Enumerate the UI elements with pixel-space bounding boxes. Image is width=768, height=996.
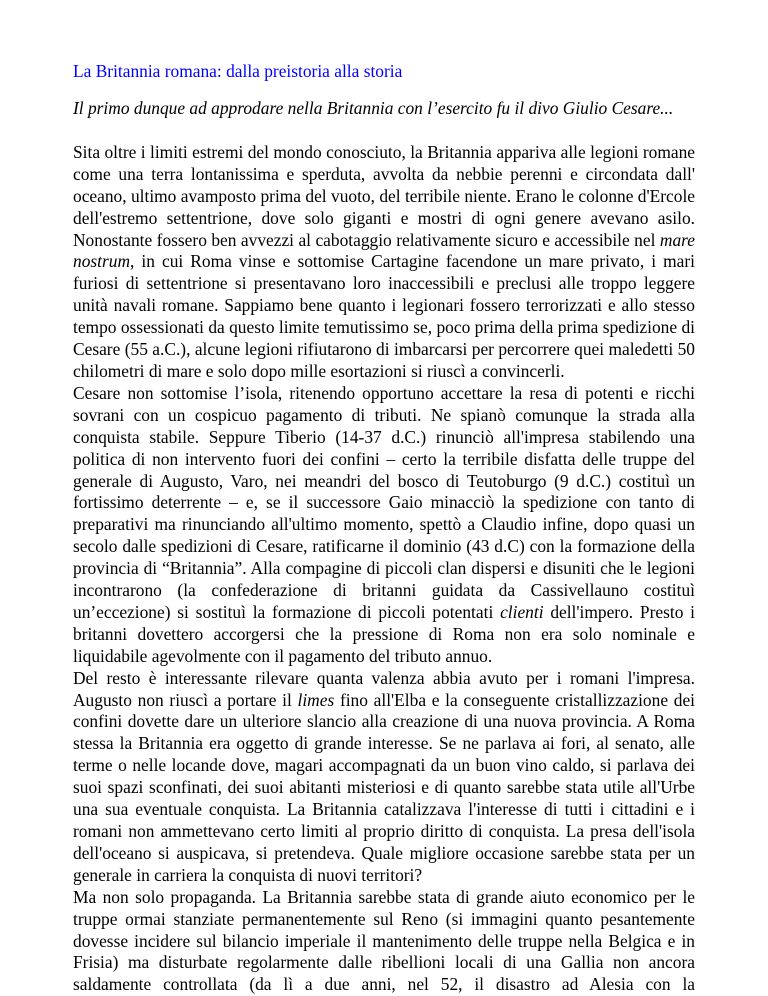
italic-term: clienti xyxy=(500,601,544,622)
paragraph-text: Ma non solo propaganda. La Britannia sarebbe stata di grande aiuto economico per le truppe ormai stanziate permanentemente sul Reno (si immagini quanto pesantemente dovesse incidere sul bilancio imperiale il mantenimento delle truppe nella Belgica e in Frisia) ma disturbate regolarmente dalle ribellioni locali di una Gallia non ancora saldamente controllata (da lì a due anni, nel 52, il disastro ad Alesia con la xyxy=(73,886,695,995)
paragraph-text: fino all'Elba e la conseguente cristallizzazione dei confini dovette dare un ulteriore slancio alla creazione di una nuova provincia. A Roma stessa la Britannia era oggetto di grande interesse. Se ne parlava ai fori, al senato, alle terme o nelle locande dove, magari accompagnati da un buon vino caldo, si parlava dei suoi spazi sconfinati, dei suoi abitanti misteriosi e di quanto sarebbe stata utile all'Urbe una sua eventuale conquista. La Britannia catalizzava l'interesse di tutti i cittadini e i romani non ammettevano certo limiti al proprio diritto di conquista. La presa dell'isola dell'oceano si auspicava, si pretendeva. Quale migliore occasione sarebbe stata per un generale in carriera la conquista di nuovi territori? xyxy=(73,689,695,885)
paragraph-4 xyxy=(73,887,695,996)
paragraph-text: Sita oltre i limiti estremi del mondo conosciuto, la Britannia appariva alle legioni romane come una terra lontanissima e sperduta, avvolta da nebbie perenni e circondata dall' oceano, ultimo avamposto prima del vuoto, del terribile niente. Erano le colonne d'Ercole dell'estremo settentrione, dove solo giganti e mostri di ogni genere avevano asilo. Nonostante fossero ben avvezzi al cabotaggio relativamente sicuro e accessibile nel xyxy=(73,141,695,250)
document-title: La Britannia romana: dalla preistoria alla storia xyxy=(73,61,403,81)
paragraph-text: dell'impero. Presto i britanni dovettero accorgersi che la pressione di Roma non era solo nominale e liquidabile agevolmente con il pagamento del tributo annuo. xyxy=(73,601,696,666)
paragraph-3 xyxy=(73,668,695,887)
italic-term: limes xyxy=(297,689,335,710)
paragraph-2 xyxy=(73,383,695,668)
intro-quote: Il primo dunque ad approdare nella Britannia con l’esercito fu il divo Giulio Cesare... xyxy=(73,98,674,118)
paragraph-text: Del resto è interessante rilevare quanta valenza abbia avuto per i romani l'impresa. Augusto non riuscì a portare il xyxy=(73,667,695,710)
italic-term: mare nostrum xyxy=(73,229,695,272)
paragraph-text: , in cui Roma vinse e sottomise Cartagine facendone un mare privato, i mari furiosi di settentrione si presentavano loro inaccessibili e preclusi alle troppo leggere unità navali romane. Sappiamo bene quanto i legionari fossero terrorizzati e allo stesso tempo ossessionati da questo limite temutissimo se, poco prima della prima spedizione di Cesare (55 a.C.), alcune legioni rifiutarono di imbarcarsi per percorrere quei maledetti 50 chilometri di mare e solo dopo mille esortazioni si riuscì a convincerli. xyxy=(73,251,695,381)
paragraph-text: Cesare non sottomise l’isola, ritenendo opportuno accettare la resa di potenti e ricchi sovrani con un cospicuo pagamento di tributi. Ne spianò comunque la strada alla conquista stabile. Seppure Tiberio (14-37 d.C.) rinunciò all'impresa stabilendo una politica di non intervento fuori dei confini – certo la terribile disfatta delle truppe del generale di Augusto, Varo, nei meandri del bosco di Teutoburgo (9 d.C.) costituì un fortissimo deterrente – e, se il successore Gaio minacciò la spedizione con tanto di preparativi ma rinunciando all'ultimo momento, spettò a Claudio infine, dopo quasi un secolo dalle spedizioni di Cesare, ratificarne il dominio (43 d.C) con la formazione della provincia di “Britannia”. Alla compagine di piccoli clan dispersi e disuniti che le legioni incontrarono (la confederazione di britanni guidata da Cassivellauno costituì un’eccezione) si sostituì la formazione di piccoli potentati xyxy=(73,382,695,622)
paragraph-1 xyxy=(73,142,695,383)
